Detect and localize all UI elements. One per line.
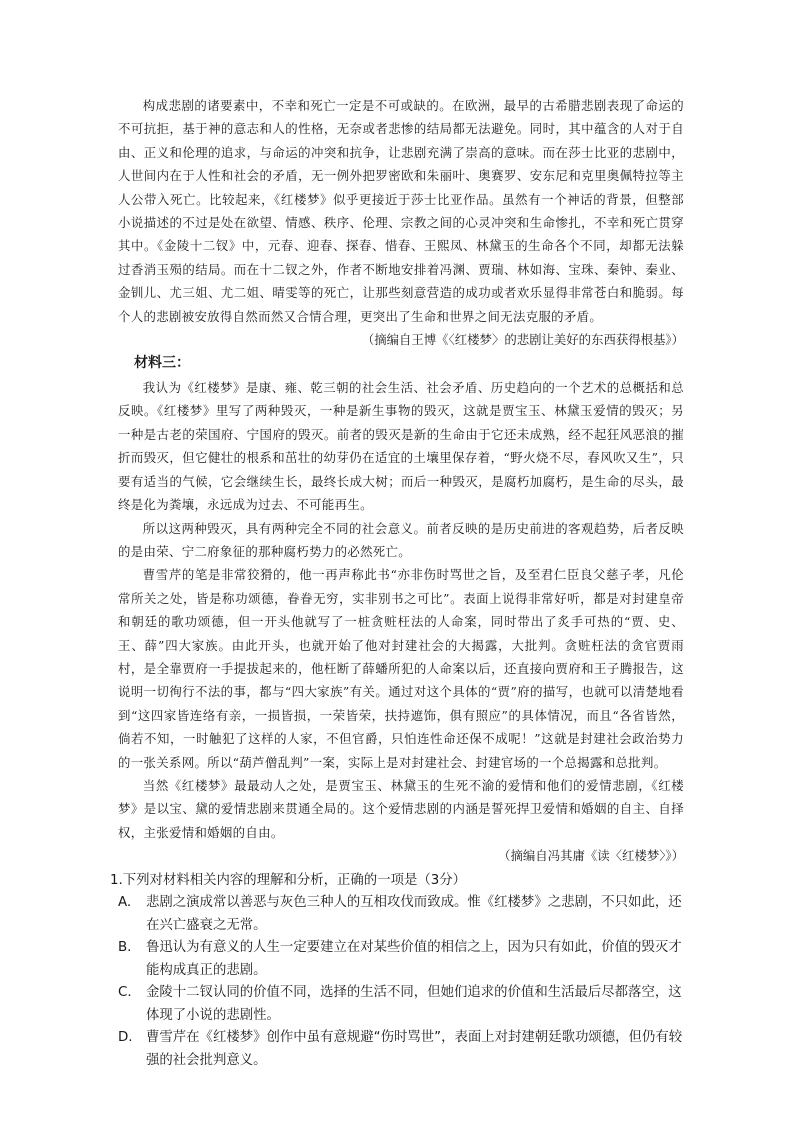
paragraph-social-meaning: 所以这两种毁灭，具有两种完全不同的社会意义。前者反映的是历史前进的客观趋势，后者反映的是由荣、宁二府象征的那种腐朽势力的必然死亡。 [118,520,684,559]
option-c-key: C. [118,985,132,1001]
option-b-text: 鲁迅认为有意义的人生一定要建立在对某些价值的相信之上，因为只有如此，价值的毁灭才能构成真正的悲剧。 [146,940,682,978]
source-citation-fengqiyong: （摘编自冯其庸《读〈红楼梦〉》） [498,848,684,864]
option-b[interactable] [118,937,684,982]
option-a-text: 悲剧之演成常以善恶与灰色三种人的互相攻伐而致成。惟《红楼梦》之悲剧，不只如此，还在兴亡盛衰之无常。 [146,895,682,933]
paragraph-love-tragedy: 当然《红楼梦》最最动人之处，是贾宝玉、林黛玉的生死不渝的爱情和他们的爱情悲剧，《红楼梦》是以宝、黛的爱情悲剧来贯通全局的。这个爱情悲剧的内涵是誓死捍卫爱情和婚姻的自主、自择权，主张爱情和婚姻的自由。 [118,777,684,840]
option-d[interactable] [118,1027,684,1072]
option-a[interactable] [118,892,684,937]
paragraph-two-destructions: 我认为《红楼梦》是康、雍、乾三朝的社会生活、社会矛盾、历史趋向的一个艺术的总概括和总反映。《红楼梦》里写了两种毁灭，一种是新生事物的毁灭，这就是贾宝玉、林黛玉爱情的毁灭；另一种是古老的荣国府、宁国府的毁灭。前者的毁灭是新的生命由于它还未成熟，经不起狂风恶浪的摧折而毁灭，但它健壮的根系和茁壮的幼芽仍在适宜的土壤里保存着，“野火烧不尽，春风吹又生”，只要有适当的气候，它会继续生长，最终长成大树；而后一种毁灭，是腐朽加腐朽，是生命的尽头，最终是化为粪壤，永远成为过去、不可能再生。 [118,380,684,513]
content-area [110,94,684,1072]
paragraph-tragedy-elements: 构成悲剧的诸要素中，不幸和死亡一定是不可或缺的。在欧洲，最早的古希腊悲剧表现了命运的不可抗拒，基于神的意志和人的性格，无奈或者悲惨的结局都无法避免。同时，其中蕴含的人对于自由、正义和伦理的追求，与命运的冲突和抗争，让悲剧充满了崇高的意味。而在莎士比亚的悲剧中，人世间内在于人性和社会的矛盾，无一例外把罗密欧和朱丽叶、奥赛罗、安东尼和克里奥佩特拉等主人公带入死亡。比较起来，《红楼梦》似乎更接近于莎士比亚作品。虽然有一个神话的背景，但整部小说描述的不过是处在欲望、情感、秩序、伦理、宗教之间的心灵冲突和生命惨扎，不幸和死亡贯穿其中。《金陵十二钗》中，元春、迎春、探春、惜春、王熙凤、林黛玉的生命各个不同，却都无法躲过香消玉殒的结局。而在十二钗之外，作者不断地安排着冯渊、贾瑞、林如海、宝珠、秦钟、秦业、金钏儿、尤三姐、尤二姐、晴雯等的死亡，让那些刻意营造的成功或者欢乐显得非常苍白和脆弱。每个人的悲剧被安放得自然而然又合情合理，更突出了生命和世界之间无法克服的矛盾。 [118,98,684,324]
option-b-key: B. [118,940,132,956]
option-d-key: D. [118,1030,133,1046]
question-stem: 1.下列对材料相关内容的理解和分析，正确的一项是（3分） [110,873,467,889]
material-three-heading: 材料三： [134,355,190,372]
option-a-key: A. [118,895,132,911]
option-c[interactable] [118,982,684,1027]
paragraph-cao-xueqin-pen: 曹雪芹的笔是非常狡猾的，他一再声称此书“亦非伤时骂世之旨，及至君仁臣良父慈子孝，凡伦常所关之处，皆是称功颂德，眷眷无穷，实非别书之可比”。表面上说得非常好听，都是对封建皇帝和朝廷的歌功颂德，但一开头他就写了一桩贪赃枉法的人命案，同时带出了炙手可热的“贾、史、王、薛”四大家族。由此开头，也就开始了他对封建社会的大揭露，大批判。贪赃枉法的贪官贾雨村，是全靠贾府一手提拔起来的，他枉断了薛蟠所犯的人命案以后，还直接向贾府和王子腾报告，这说明一切徇行不法的事，都与“四大家族”有关。通过对这个具体的“贾”府的描写，也就可以清楚地看到“这四家皆连络有亲，一损皆损，一荣皆荣，扶持遮饰，俱有照应”的具体情况，而且“各省皆然，倘若不知，一时触犯了这样的人家，不但官爵，只怕连性命还保不成呢！”这就是封建社会政治势力的一张关系网。所以“葫芦僧乱判”一案，实际上是对封建社会、封建官场的一个总揭露和总批判。 [118,567,684,770]
source-citation-wangbo: （摘编自王博《〈红楼梦〉的悲剧让美好的东西获得根基》） [361,332,684,348]
question-1 [110,870,684,1072]
option-d-text: 曹雪芹在《红楼梦》创作中虽有意规避“伤时骂世”，表面上对封建朝廷歌功颂德，但仍有较强的社会批判意义。 [146,1030,683,1068]
option-c-text: 金陵十二钗认同的价值不同，选择的生活不同，但她们追求的价值和生活最后尽都落空，这体现了小说的悲剧性。 [146,985,682,1023]
